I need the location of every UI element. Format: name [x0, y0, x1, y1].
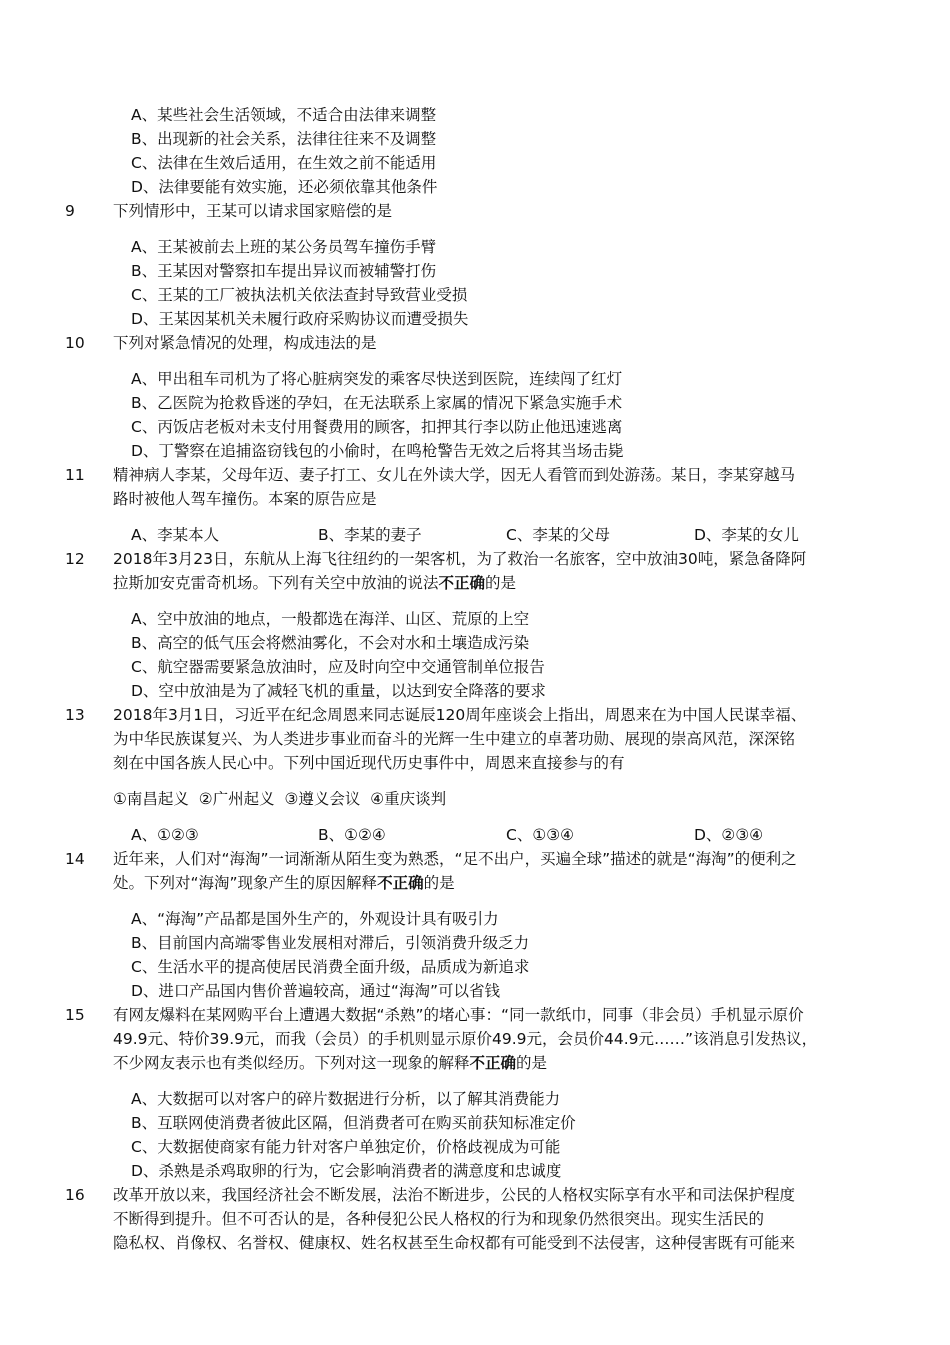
question-stem-line-2: 处。下列对“海淘”现象产生的原因解释不正确的是 — [113, 874, 455, 892]
question-number: 16 — [65, 1186, 85, 1204]
option-a: A、大数据可以对客户的碎片数据进行分析，以了解其消费能力 — [131, 1090, 561, 1108]
question-16 — [0, 1183, 950, 1255]
option-c: C、①③④ — [506, 826, 575, 844]
question-number: 10 — [65, 334, 85, 352]
option-a: A、某些社会生活领域，不适合由法律来调整 — [131, 106, 437, 124]
question-stem: 下列情形中，王某可以请求国家赔偿的是 — [113, 202, 393, 220]
question-number: 11 — [65, 466, 85, 484]
option-a: A、王某被前去上班的某公务员驾车撞伤手臂 — [131, 238, 437, 256]
emphasis-text: 不正确 — [469, 1054, 517, 1072]
question-10 — [0, 331, 950, 463]
option-d: D、杀熟是杀鸡取卵的行为，它会影响消费者的满意度和忠诚度 — [131, 1162, 562, 1180]
option-a: A、①②③ — [131, 826, 199, 844]
option-b: B、目前国内高端零售业发展相对滞后，引领消费升级乏力 — [131, 934, 530, 952]
question-stem-line-2: 49.9元、特价39.9元，而我（会员）的手机则显示原价49.9元，会员价44.9元……”该消息引发热议， — [113, 1030, 818, 1048]
question-14 — [0, 847, 950, 1003]
option-b: B、高空的低气压会将燃油雾化，不会对水和土壤造成污染 — [131, 634, 530, 652]
exam-page — [0, 103, 950, 1255]
question-stem-line-1: 改革开放以来，我国经济社会不断发展，法治不断进步，公民的人格权实际享有水平和司法保护程度 — [113, 1186, 796, 1204]
question-stem-line-1: 有网友爆料在某网购平台上遭遇大数据“杀熟”的堵心事：“同一款纸巾，同事（非会员）手机显示原价 — [113, 1006, 804, 1024]
option-d: D、法律要能有效实施，还必须依靠其他条件 — [131, 178, 438, 196]
option-c: C、生活水平的提高使居民消费全面升级，品质成为新追求 — [131, 958, 530, 976]
option-d: D、进口产品国内售价普遍较高，通过“海淘”可以省钱 — [131, 982, 500, 1000]
question-8 — [0, 103, 950, 199]
option-c: C、法律在生效后适用，在生效之前不能适用 — [131, 154, 437, 172]
question-stem-line-2: 不断得到提升。但不可否认的是，各种侵犯公民人格权的行为和现象仍然很突出。现实生活民的 — [113, 1210, 765, 1228]
question-number: 15 — [65, 1006, 85, 1024]
option-b: B、互联网使消费者彼此区隔，但消费者可在购买前获知标准定价 — [131, 1114, 576, 1132]
option-b: B、乙医院为抢救昏迷的孕妇，在无法联系上家属的情况下紧急实施手术 — [131, 394, 623, 412]
question-number: 12 — [65, 550, 85, 568]
option-d: D、②③④ — [694, 826, 764, 844]
option-a: A、空中放油的地点，一般都选在海洋、山区、荒原的上空 — [131, 610, 530, 628]
question-stem-line-1: 精神病人李某，父母年迈、妻子打工、女儿在外读大学，因无人看管而到处游荡。某日，李某穿越马 — [113, 466, 796, 484]
option-c: C、丙饭店老板对未支付用餐费用的顾客，扣押其行李以防止他迅速逃离 — [131, 418, 623, 436]
question-stem-line-1: 2018年3月1日，习近平在纪念周恩来同志诞辰120周年座谈会上指出，周恩来在为中国人民谋幸福、 — [113, 706, 807, 724]
option-b: B、①②④ — [318, 826, 386, 844]
option-d: D、丁警察在追捕盗窃钱包的小偷时，在鸣枪警告无效之后将其当场击毙 — [131, 442, 624, 460]
question-stem: 下列对紧急情况的处理，构成违法的是 — [113, 334, 377, 352]
option-d: D、李某的女儿 — [694, 526, 799, 544]
question-stem-line-2: 路时被他人驾车撞伤。本案的原告应是 — [113, 490, 377, 508]
question-stem-line-3: 刻在中国各族人民心中。下列中国近现代历史事件中，周恩来直接参与的有 — [113, 754, 625, 772]
question-number: 14 — [65, 850, 85, 868]
question-15 — [0, 1003, 950, 1183]
option-a: A、“海淘”产品都是国外生产的，外观设计具有吸引力 — [131, 910, 499, 928]
option-b: B、出现新的社会关系，法律往往来不及调整 — [131, 130, 437, 148]
question-stem-line-3: 不少网友表示也有类似经历。下列对这一现象的解释不正确的是 — [113, 1054, 548, 1072]
question-12 — [0, 547, 950, 703]
question-number: 9 — [65, 202, 75, 220]
question-stem-line-1: 2018年3月23日，东航从上海飞往纽约的一架客机，为了救治一名旅客，空中放油30吨，紧急备降阿 — [113, 550, 807, 568]
option-c: C、大数据使商家有能力针对客户单独定价，价格歧视成为可能 — [131, 1138, 561, 1156]
option-c: C、李某的父母 — [506, 526, 610, 544]
question-stem-line-2: 拉斯加安克雷奇机场。下列有关空中放油的说法不正确的是 — [113, 574, 517, 592]
question-stem-line-1: 近年来，人们对“海淘”一词渐渐从陌生变为熟悉，“足不出户，买遍全球”描述的就是“海淘”的便利之 — [113, 850, 797, 868]
emphasis-text: 不正确 — [438, 574, 486, 592]
option-c: C、航空器需要紧急放油时，应及时向空中交通管制单位报告 — [131, 658, 545, 676]
option-b: B、王某因对警察扣车提出异议而被辅警打伤 — [131, 262, 437, 280]
option-d: D、王某因某机关未履行政府采购协议而遭受损失 — [131, 310, 469, 328]
question-11 — [0, 463, 950, 547]
question-number: 13 — [65, 706, 85, 724]
option-b: B、李某的妻子 — [318, 526, 422, 544]
emphasis-text: 不正确 — [377, 874, 424, 892]
question-9 — [0, 199, 950, 331]
question-13 — [0, 703, 950, 847]
option-d: D、空中放油是为了减轻飞机的重量，以达到安全降落的要求 — [131, 682, 546, 700]
question-stem-line-2: 为中华民族谋复兴、为人类进步事业而奋斗的光辉一生中建立的卓著功勋、展现的崇高风范，深深铭 — [113, 730, 796, 748]
option-a: A、甲出租车司机为了将心脏病突发的乘客尽快送到医院，连续闯了红灯 — [131, 370, 623, 388]
question-items: ①南昌起义 ②广州起义 ③遵义会议 ④重庆谈判 — [113, 790, 447, 808]
option-c: C、王某的工厂被执法机关依法查封导致营业受损 — [131, 286, 468, 304]
question-stem-line-3: 隐私权、肖像权、名誉权、健康权、姓名权甚至生命权都有可能受到不法侵害，这种侵害既有可能来 — [113, 1234, 796, 1252]
option-a: A、李某本人 — [131, 526, 220, 544]
